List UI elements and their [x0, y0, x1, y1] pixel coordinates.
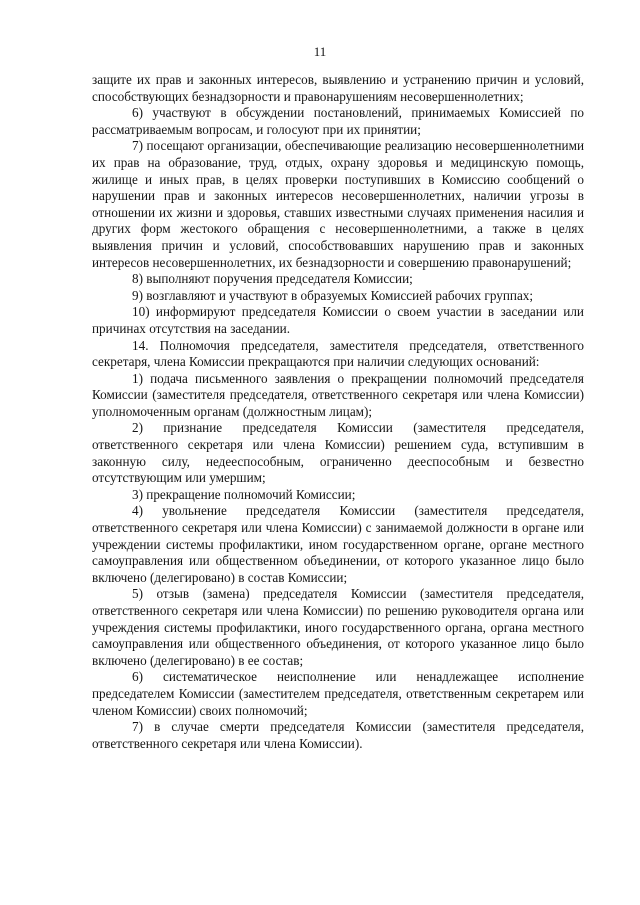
document-body [92, 72, 584, 752]
paragraph-item-7-visits: 7) посещают организации, обеспечивающие реализацию несовершеннолетними их прав на образование, труд, отдых, охрану здоровья и медицинскую помощь, жилище и иных прав, в целях проверки поступивших в Комиссию сообщений о нарушении прав и законных интересов несовершеннолетних, наличии угрозы в отношении их жизни и здоровья, ставших известными случаях применения насилия и других форм жестокого обращения с несовершеннолетними, а также в целях выявления причин и условий, способствовавших нарушению прав и законных интересов несовершеннолетних, их безнадзорности и совершению правонарушений; [92, 138, 584, 270]
paragraph-section-14: 14. Полномочия председателя, заместителя председателя, ответственного секретаря, члена Комиссии прекращаются при наличии следующих оснований: [92, 337, 584, 370]
paragraph-item-10-inform: 10) информируют председателя Комиссии о своем участии в заседании или причинах отсутствия на заседании. [92, 304, 584, 336]
paragraph-item-6-discussion: 6) участвуют в обсуждении постановлений, принимаемых Комиссией по рассматриваемым вопросам, и голосуют при их принятии; [92, 105, 584, 137]
paragraph-ground-6-nonperformance: 6) систематическое неисполнение или ненадлежащее исполнение председателем Комиссии (заместителем председателя, ответственным секретарем или членом Комиссии) своих полномочий; [92, 669, 584, 718]
paragraph-ground-1-application: 1) подача письменного заявления о прекращении полномочий председателя Комиссии (заместителя председателя, ответственного секретаря или члена Комиссии) уполномоченным органам (должностным лицам); [92, 370, 584, 419]
paragraph-ground-7-death: 7) в случае смерти председателя Комиссии (заместителя председателя, ответственного секретаря или члена Комиссии). [92, 719, 584, 751]
paragraph-item-9-working-groups: 9) возглавляют и участвуют в образуемых Комиссией рабочих группах; [132, 287, 534, 303]
paragraph-ground-3-termination: 3) прекращение полномочий Комиссии; [132, 486, 356, 502]
paragraph-ground-5-recall: 5) отзыв (замена) председателя Комиссии (заместителя председателя, ответственного секретаря или члена Комиссии) по решению руководителя органа или учреждения системы профилактики, иного государственного органа, органа местного самоуправления или общественного объединения, от которого указанное лицо было включено (делегировано) в ее состав; [92, 586, 584, 668]
paragraph-ground-2-court: 2) признание председателя Комиссии (заместителя председателя, ответственного секретаря или члена Комиссии) решением суда, вступившим в законную силу, недееспособным, ограниченно дееспособным и безвестно отсутствующим или умершим; [92, 420, 584, 486]
paragraph-ground-4-dismissal: 4) увольнение председателя Комиссии (заместителя председателя, ответственного секретаря или члена Комиссии) с занимаемой должности в органе или учреждении системы профилактики, ином государственном органе, органе местного самоуправления или общественном объединении, от которого указанное лицо было включено (делегировано) в состав Комиссии; [92, 503, 584, 585]
paragraph-item-8-orders: 8) выполняют поручения председателя Комиссии; [132, 271, 413, 287]
paragraph-protection-of-rights: защите их прав и законных интересов, выявлению и устранению причин и условий, способствующих безнадзорности и правонарушениям несовершеннолетних; [92, 72, 584, 104]
page-number: 11 [313, 44, 327, 59]
